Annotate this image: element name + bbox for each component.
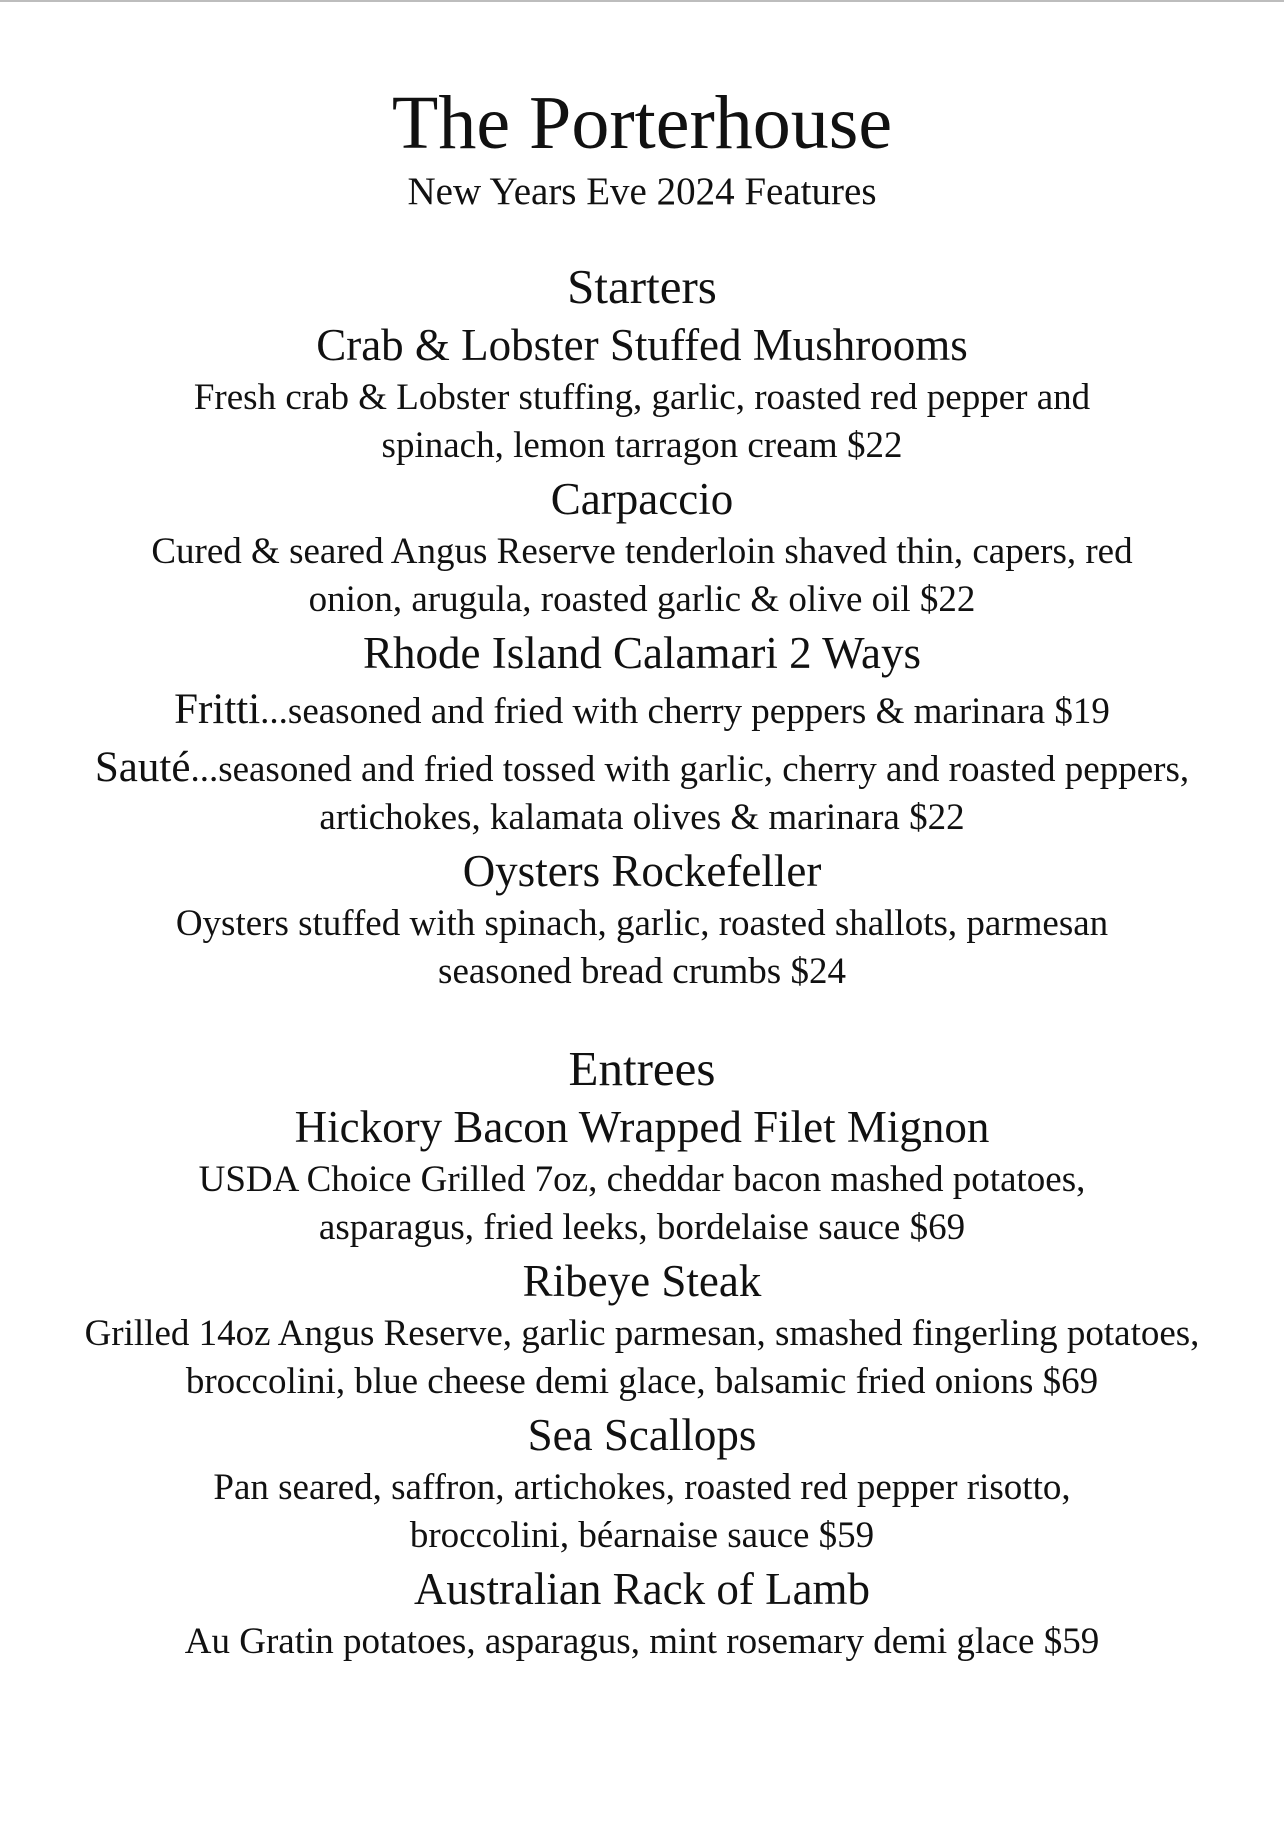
menu-item-ribeye-steak: [0, 1252, 1284, 1406]
item-name: Carpaccio: [550, 474, 734, 524]
item-description: Cured & seared Angus Reserve tenderloin shaved thin, capers, red onion, arugula, roasted garlic & olive oil $22: [151, 531, 1133, 620]
item-name: Australian Rack of Lamb: [413, 1564, 871, 1614]
top-border: [0, 0, 1284, 2]
item-description: Oysters stuffed with spinach, garlic, roasted shallots, parmesan seasoned bread crumbs $24: [175, 903, 1109, 992]
starters-heading: Starters: [567, 259, 717, 314]
menu-item-carpaccio: [0, 470, 1284, 624]
restaurant-title: The Porterhouse: [391, 81, 893, 165]
menu-subtitle: New Years Eve 2024 Features: [407, 170, 877, 213]
item-name: Sea Scallops: [527, 1410, 757, 1460]
item-name: Rhode Island Calamari 2 Ways: [363, 628, 921, 678]
menu-item-rack-of-lamb: [0, 1560, 1284, 1666]
way-name: Fritti: [174, 686, 261, 733]
way-description: ...seasoned and fried tossed with garlic, cherry and roasted peppers, artichokes, kalamata olives & marinara $22: [190, 749, 1190, 838]
calamari-way-fritti: [12, 686, 1272, 736]
item-name: Crab & Lobster Stuffed Mushrooms: [316, 320, 968, 370]
way-name: Sauté: [94, 744, 191, 791]
item-description: Grilled 14oz Angus Reserve, garlic parmesan, smashed fingerling potatoes, broccolini, blue cheese demi glace, balsamic fried onions $69: [84, 1313, 1200, 1402]
menu-item-crab-lobster-mushrooms: [0, 316, 1284, 470]
item-name: Ribeye Steak: [522, 1256, 762, 1306]
entrees-heading: Entrees: [568, 1041, 716, 1096]
calamari-way-saute: [12, 744, 1272, 842]
menu-item-filet-mignon: [0, 1098, 1284, 1252]
menu-item-calamari: [0, 624, 1284, 842]
item-name: Hickory Bacon Wrapped Filet Mignon: [294, 1102, 990, 1152]
entrees-section: [0, 1040, 1284, 1666]
menu-item-oysters-rockefeller: [0, 842, 1284, 996]
item-description: USDA Choice Grilled 7oz, cheddar bacon mashed potatoes, asparagus, fried leeks, bordelaise sauce $69: [198, 1159, 1086, 1248]
way-description: ...seasoned and fried with cherry peppers & marinara $19: [260, 691, 1110, 732]
menu-item-sea-scallops: [0, 1406, 1284, 1560]
item-description: Au Gratin potatoes, asparagus, mint rosemary demi glace $59: [184, 1621, 1100, 1662]
item-description: Fresh crab & Lobster stuffing, garlic, roasted red pepper and spinach, lemon tarragon cream $22: [193, 377, 1091, 466]
menu-page: [0, 78, 1284, 1666]
item-description: Pan seared, saffron, artichokes, roasted red pepper risotto, broccolini, béarnaise sauce $59: [213, 1467, 1071, 1556]
starters-section: [0, 258, 1284, 996]
item-name: Oysters Rockefeller: [462, 846, 822, 896]
